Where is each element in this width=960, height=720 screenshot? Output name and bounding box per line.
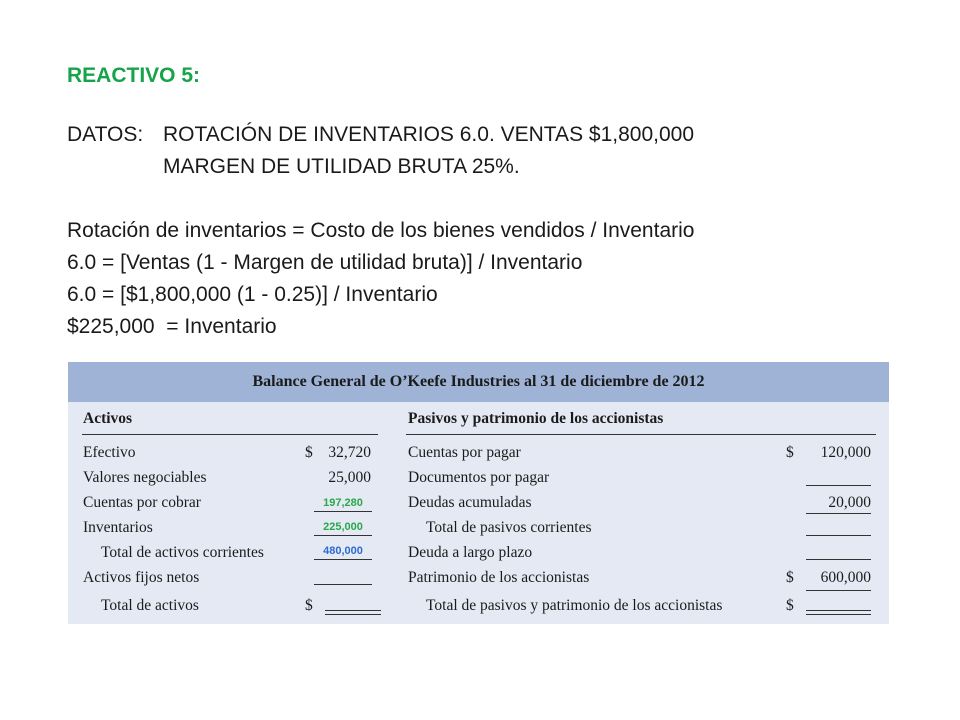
liab-label-patrimonio: Patrimonio de los accionistas	[408, 569, 590, 586]
liab-label-documentos: Documentos por pagar	[408, 469, 550, 486]
asset-blank-total-corrientes	[314, 559, 372, 560]
formula-line-1: Rotación de inventarios = Costo de los bienes vendidos / Inventario	[67, 219, 695, 242]
liab-rule-deudas-acumuladas	[806, 513, 871, 514]
datos-line-2: MARGEN DE UTILIDAD BRUTA 25%.	[163, 155, 520, 178]
slide-heading: REACTIVO 5:	[67, 64, 201, 87]
asset-blank-cuentas-cobrar	[314, 511, 372, 512]
asset-label-valores: Valores negociables	[83, 469, 207, 486]
liabilities-header: Pasivos y patrimonio de los accionistas	[408, 410, 664, 427]
balance-sheet-title: Balance General de O’Keefe Industries al 31 de diciembre de 2012	[68, 362, 889, 402]
formula-line-3: 6.0 = [$1,800,000 (1 - 0.25)] / Inventario	[67, 283, 438, 306]
formula-line-2: 6.0 = [Ventas (1 - Margen de utilidad bruta)] / Inventario	[67, 251, 583, 274]
liab-label-cuentas-pagar: Cuentas por pagar	[408, 444, 521, 461]
asset-blank-inventarios	[314, 535, 372, 536]
asset-value-total-corrientes: 480,000	[323, 545, 363, 557]
liab-rule-patrimonio	[806, 590, 871, 591]
asset-value-efectivo: 32,720	[328, 444, 371, 461]
liab-currency-cuentas-pagar: $	[786, 444, 794, 461]
asset-label-total-corrientes: Total de activos corrientes	[101, 544, 264, 561]
liab-label-deuda-largo-plazo: Deuda a largo plazo	[408, 544, 533, 561]
liab-blank-documentos	[806, 485, 871, 486]
liab-currency-patrimonio: $	[786, 569, 794, 586]
liab-label-deudas-acumuladas: Deudas acumuladas	[408, 494, 532, 511]
liabilities-header-rule	[406, 434, 876, 435]
asset-label-efectivo: Efectivo	[83, 444, 136, 461]
liab-value-patrimonio: 600,000	[820, 569, 871, 586]
assets-header: Activos	[83, 410, 133, 427]
balance-sheet	[68, 362, 889, 624]
asset-currency-total-activos: $	[305, 597, 313, 614]
liab-total-double-rule	[806, 610, 871, 615]
asset-value-cuentas-cobrar: 197,280	[323, 497, 363, 509]
asset-total-double-rule	[325, 610, 381, 615]
asset-value-inventarios: 225,000	[323, 521, 363, 533]
liab-blank-total-pasivos	[806, 535, 871, 536]
liab-label-total-pasivos: Total de pasivos corrientes	[426, 519, 592, 536]
liab-value-cuentas-pagar: 120,000	[820, 444, 871, 461]
asset-label-activos-fijos: Activos fijos netos	[83, 569, 200, 586]
asset-blank-activos-fijos	[314, 584, 372, 585]
formula-line-4: $225,000 = Inventario	[67, 315, 277, 338]
liab-value-deudas-acumuladas: 20,000	[828, 494, 871, 511]
asset-label-inventarios: Inventarios	[83, 519, 153, 536]
assets-header-rule	[82, 434, 378, 435]
liab-currency-total: $	[786, 597, 794, 614]
asset-value-valores: 25,000	[328, 469, 371, 486]
datos-label: DATOS:	[67, 123, 144, 146]
liab-label-total-pasivos-patrimonio: Total de pasivos y patrimonio de los accionistas	[426, 597, 723, 614]
liab-blank-deuda-largo-plazo	[806, 559, 871, 560]
datos-line-1: ROTACIÓN DE INVENTARIOS 6.0. VENTAS $1,800,000	[163, 123, 695, 146]
asset-currency-efectivo: $	[305, 444, 313, 461]
asset-label-total-activos: Total de activos	[101, 597, 199, 614]
asset-label-cuentas-cobrar: Cuentas por cobrar	[83, 494, 201, 511]
